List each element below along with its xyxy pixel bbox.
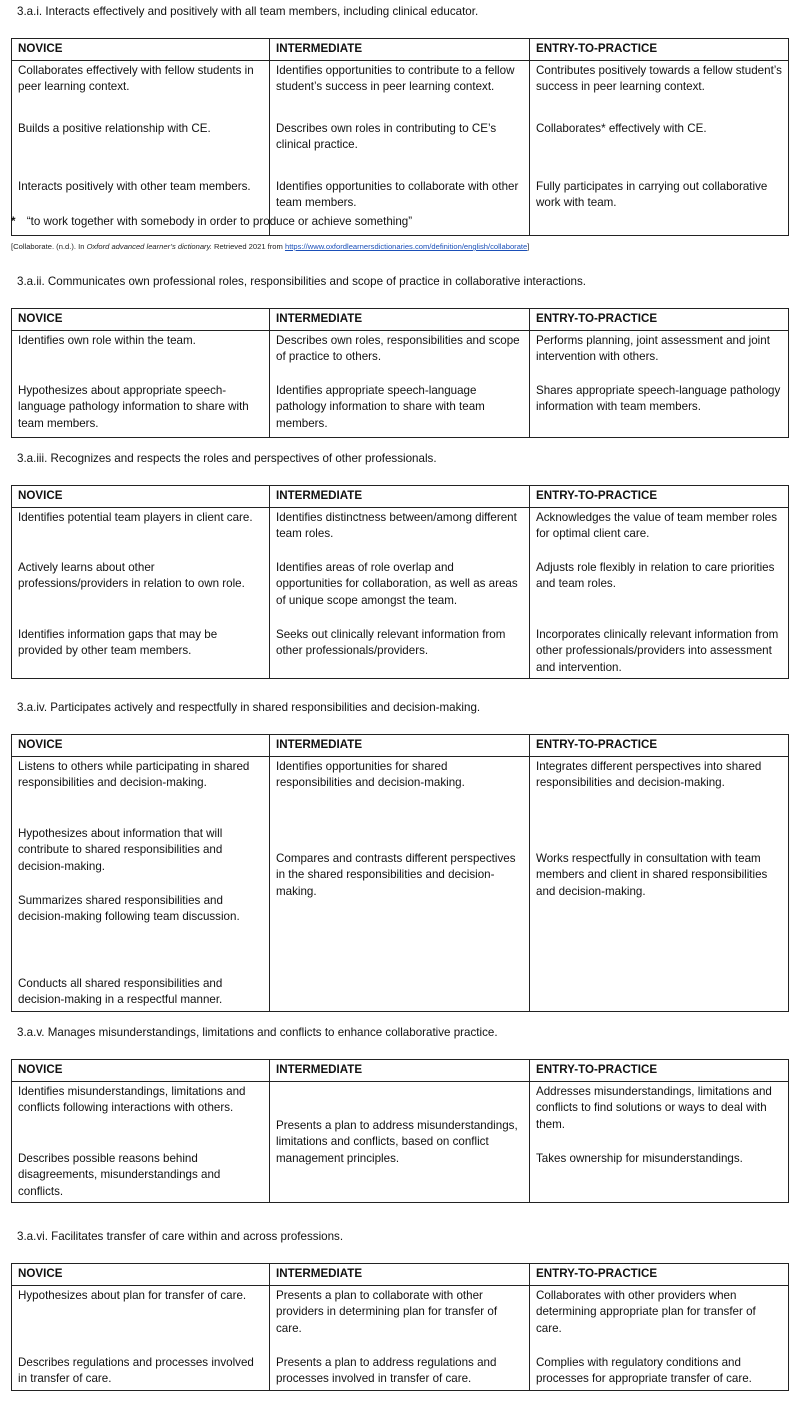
cell-text: Fully participates in carrying out collaborative work with team. — [536, 179, 768, 210]
section-title-3avi: 3.a.vi. Facilitates transfer of care within and across professions. — [17, 1230, 344, 1243]
cell-text: Performs planning, joint assessment and joint intervention with others. — [536, 333, 770, 364]
section-title-3aiv: 3.a.iv. Participates actively and respectfully in shared responsibilities and decision-making. — [17, 701, 481, 714]
cell-text: Takes ownership for misunderstandings. — [536, 1151, 743, 1165]
header-intermediate: INTERMEDIATE — [270, 1060, 530, 1082]
header-novice: NOVICE — [12, 1060, 270, 1082]
table-row — [12, 60, 789, 235]
citation-prefix: [Collaborate. (n.d.). In — [11, 242, 87, 251]
cell-text: Hypothesizes about plan for transfer of care. — [18, 1288, 247, 1302]
cell-text: Describes own roles in contributing to CE’s clinical practice. — [276, 121, 497, 152]
rubric-table-3ai — [11, 38, 789, 236]
table-row — [12, 1285, 789, 1390]
entry-to-practice-cell — [530, 1081, 789, 1203]
cell-text: Identifies potential team players in client care. — [18, 510, 253, 524]
cell-text: Works respectfully in consultation with team members and client in shared responsibilities and decision-making. — [536, 851, 768, 898]
cell-text: Builds a positive relationship with CE. — [18, 121, 211, 135]
cell-text: Identifies opportunities for shared responsibilities and decision-making. — [276, 759, 465, 790]
header-intermediate: INTERMEDIATE — [270, 309, 530, 331]
section-title-3aii: 3.a.ii. Communicates own professional roles, responsibilities and scope of practice in collaborative interactions. — [17, 275, 587, 288]
entry-to-practice-cell — [530, 507, 789, 679]
cell-text: Conducts all shared responsibilities and decision-making in a respectful manner. — [18, 976, 223, 1007]
table-header-row — [12, 1264, 789, 1286]
header-entry-to-practice: ENTRY-TO-PRACTICE — [530, 735, 789, 757]
header-entry-to-practice: ENTRY-TO-PRACTICE — [530, 1264, 789, 1286]
table-header-row — [12, 309, 789, 331]
citation-source: Oxford advanced learner’s dictionary. — [86, 242, 212, 251]
intermediate-cell — [270, 507, 530, 679]
citation — [11, 242, 529, 251]
intermediate-cell — [270, 1081, 530, 1203]
table-row — [12, 1081, 789, 1203]
cell-spacer — [276, 1084, 523, 1118]
section-title-3aiii: 3.a.iii. Recognizes and respects the roles and perspectives of other professionals. — [17, 452, 437, 465]
table-row — [12, 507, 789, 679]
rubric-table-3aiv — [11, 734, 789, 1012]
cell-text: Identifies appropriate speech-language pathology information to share with team members. — [276, 383, 485, 430]
cell-text: Incorporates clinically relevant information from other professionals/providers into assessment and intervention. — [536, 627, 779, 674]
rubric-table-3av — [11, 1059, 789, 1203]
intermediate-cell — [270, 330, 530, 437]
rubric-table-3aiii — [11, 485, 789, 679]
cell-text: Presents a plan to address misunderstandings, limitations and conflicts, based on conflict management principles. — [276, 1118, 518, 1165]
cell-text: Collaborates* effectively with CE. — [536, 121, 707, 135]
intermediate-cell — [270, 756, 530, 1011]
footnote-text: “to work together with somebody in order to produce or achieve something” — [26, 215, 413, 228]
entry-to-practice-cell — [530, 1285, 789, 1390]
table-header-row — [12, 735, 789, 757]
table-header-row — [12, 39, 789, 61]
table-row — [12, 330, 789, 437]
cell-text: Presents a plan to address regulations and processes involved in transfer of care. — [276, 1355, 497, 1386]
cell-text: Describes own roles, responsibilities and scope of practice to others. — [276, 333, 520, 364]
cell-text: Hypothesizes about information that will contribute to shared responsibilities and decision-making. — [18, 826, 223, 873]
rubric-table-3avi — [11, 1263, 789, 1391]
cell-text: Actively learns about other professions/providers in relation to own role. — [18, 560, 245, 591]
header-novice: NOVICE — [12, 735, 270, 757]
cell-text: Collaborates effectively with fellow students in peer learning context. — [18, 63, 254, 94]
section-title-3av: 3.a.v. Manages misunderstandings, limitations and conflicts to enhance collaborative practice. — [17, 1026, 498, 1039]
cell-text: Compares and contrasts different perspectives in the shared responsibilities and decision-making. — [276, 851, 516, 898]
novice-cell — [12, 330, 270, 437]
cell-text: Collaborates with other providers when determining appropriate plan for transfer of care. — [536, 1288, 756, 1335]
novice-cell — [12, 1081, 270, 1203]
cell-text: Seeks out clinically relevant information from other professionals/providers. — [276, 627, 506, 658]
header-entry-to-practice: ENTRY-TO-PRACTICE — [530, 39, 789, 61]
footnote — [11, 215, 412, 228]
citation-suffix: ] — [527, 242, 530, 251]
cell-text: Contributes positively towards a fellow student’s success in peer learning context. — [536, 63, 782, 94]
citation-middle: Retrieved 2021 from — [211, 242, 285, 251]
novice-cell — [12, 1285, 270, 1390]
cell-text: Identifies opportunities to collaborate with other team members. — [276, 179, 519, 210]
cell-text: Identifies misunderstandings, limitations and conflicts following interactions with others. — [18, 1084, 246, 1115]
header-intermediate: INTERMEDIATE — [270, 1264, 530, 1286]
header-intermediate: INTERMEDIATE — [270, 735, 530, 757]
cell-text: Acknowledges the value of team member roles for optimal client care. — [536, 510, 778, 541]
intermediate-cell — [270, 60, 530, 235]
cell-text: Listens to others while participating in shared responsibilities and decision-making. — [18, 759, 250, 790]
intermediate-cell — [270, 1285, 530, 1390]
cell-text: Identifies own role within the team. — [18, 333, 196, 347]
header-intermediate: INTERMEDIATE — [270, 486, 530, 508]
entry-to-practice-cell — [530, 330, 789, 437]
cell-text: Shares appropriate speech-language pathology information with team members. — [536, 383, 781, 414]
cell-text: Hypothesizes about appropriate speech-language pathology information to share with team members. — [18, 383, 249, 430]
cell-text: Addresses misunderstandings, limitations and conflicts to find solutions or ways to deal with them. — [536, 1084, 772, 1131]
rubric-table-3aii — [11, 308, 789, 438]
footnote-star: * — [11, 215, 16, 228]
table-header-row — [12, 1060, 789, 1082]
novice-cell — [12, 60, 270, 235]
header-novice: NOVICE — [12, 486, 270, 508]
cell-text: Describes possible reasons behind disagreements, misunderstandings and conflicts. — [18, 1151, 221, 1198]
header-entry-to-practice: ENTRY-TO-PRACTICE — [530, 309, 789, 331]
novice-cell — [12, 507, 270, 679]
entry-to-practice-cell — [530, 756, 789, 1011]
header-entry-to-practice: ENTRY-TO-PRACTICE — [530, 486, 789, 508]
table-row — [12, 756, 789, 1011]
cell-text: Integrates different perspectives into shared responsibilities and decision-making. — [536, 759, 762, 790]
cell-text: Presents a plan to collaborate with other providers in determining plan for transfer of care. — [276, 1288, 498, 1335]
cell-text: Describes regulations and processes involved in transfer of care. — [18, 1355, 254, 1386]
cell-text: Adjusts role flexibly in relation to care priorities and team roles. — [536, 560, 775, 591]
cell-text: Identifies information gaps that may be provided by other team members. — [18, 627, 218, 658]
citation-link[interactable]: https://www.oxfordlearnersdictionaries.com/definition/english/collaborate — [284, 242, 528, 251]
cell-text: Identifies areas of role overlap and opportunities for collaboration, as well as areas of unique scope amongst the team. — [276, 560, 518, 607]
header-novice: NOVICE — [12, 309, 270, 331]
novice-cell — [12, 756, 270, 1011]
header-novice: NOVICE — [12, 1264, 270, 1286]
cell-text: Summarizes shared responsibilities and decision-making following team discussion. — [18, 893, 240, 924]
cell-text: Identifies opportunities to contribute to a fellow student’s success in peer learning context. — [276, 63, 515, 94]
cell-text: Interacts positively with other team members. — [18, 179, 251, 193]
entry-to-practice-cell — [530, 60, 789, 235]
cell-text: Complies with regulatory conditions and processes for appropriate transfer of care. — [536, 1355, 752, 1386]
header-novice: NOVICE — [12, 39, 270, 61]
header-entry-to-practice: ENTRY-TO-PRACTICE — [530, 1060, 789, 1082]
cell-text: Identifies distinctness between/among different team roles. — [276, 510, 517, 541]
table-header-row — [12, 486, 789, 508]
section-title-3ai: 3.a.i. Interacts effectively and positively with all team members, including clinical educator. — [17, 5, 479, 18]
header-intermediate: INTERMEDIATE — [270, 39, 530, 61]
